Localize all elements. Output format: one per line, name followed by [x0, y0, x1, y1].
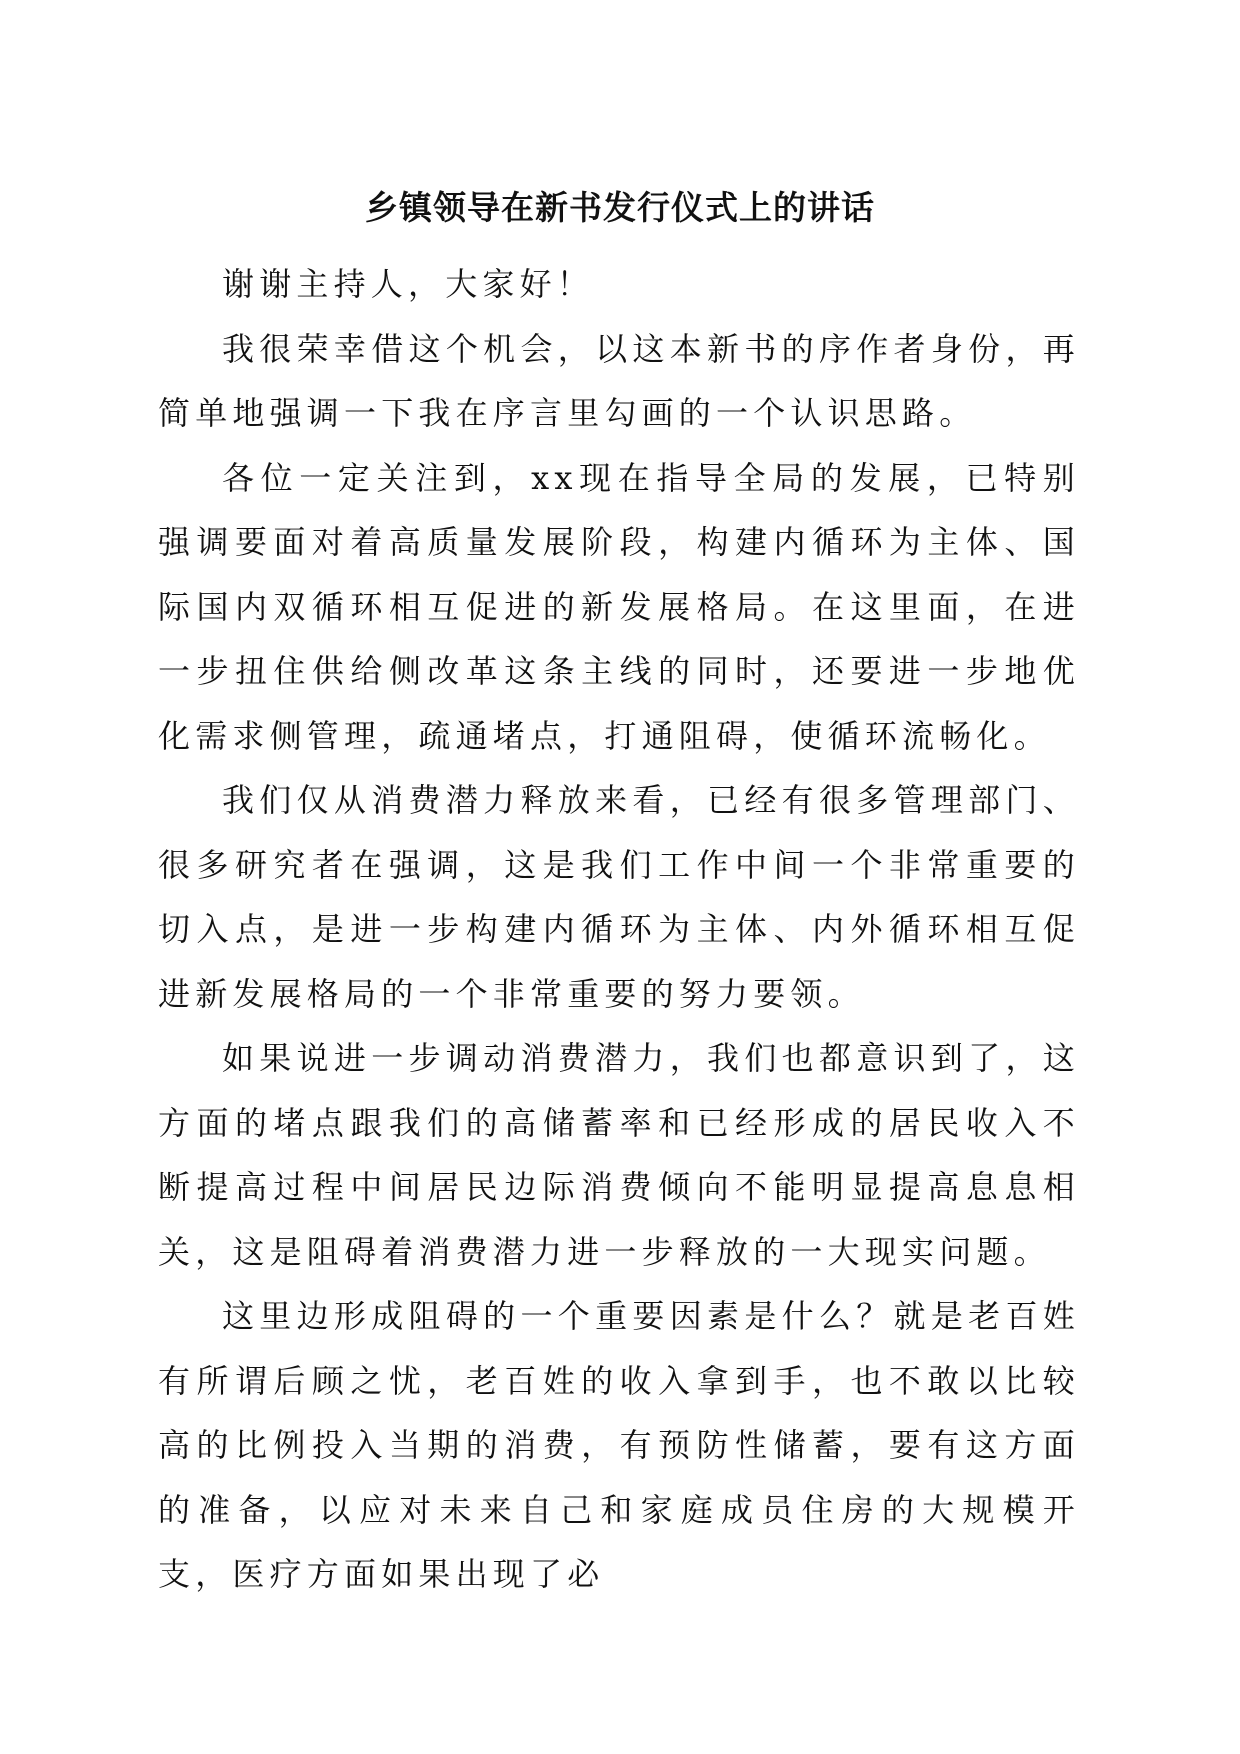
document-body: [158, 252, 1080, 1607]
paragraph: 我很荣幸借这个机会，以这本新书的序作者身份，再简单地强调一下我在序言里勾画的一个认识思路。: [158, 329, 1080, 432]
paragraph: 我们仅从消费潜力释放来看，已经有很多管理部门、很多研究者在强调，这是我们工作中间一个非常重要的切入点，是进一步构建内循环为主体、内外循环相互促进新发展格局的一个非常重要的努力要领。: [158, 781, 1080, 1013]
paragraph: 谢谢主持人，大家好！: [222, 265, 595, 303]
paragraph: 这里边形成阻碍的一个重要因素是什么？就是老百姓有所谓后顾之忧，老百姓的收入拿到手，也不敢以比较高的比例投入当期的消费，有预防性储蓄，要有这方面的准备，以应对未来自己和家庭成员住房的大规模开支，医疗方面如果出现了必: [158, 1297, 1080, 1593]
paragraph: 各位一定关注到，xx现在指导全局的发展，已特别强调要面对着高质量发展阶段，构建内循环为主体、国际国内双循环相互促进的新发展格局。在这里面，在进一步扭住供给侧改革这条主线的同时，还要进一步地优化需求侧管理，疏通堵点，打通阻碍，使循环流畅化。: [158, 458, 1080, 755]
paragraph: 如果说进一步调动消费潜力，我们也都意识到了，这方面的堵点跟我们的高储蓄率和已经形成的居民收入不断提高过程中间居民边际消费倾向不能明显提高息息相关，这是阻碍着消费潜力进一步释放的一大现实问题。: [158, 1039, 1080, 1271]
document-title: 乡镇领导在新书发行仪式上的讲话: [365, 188, 875, 227]
